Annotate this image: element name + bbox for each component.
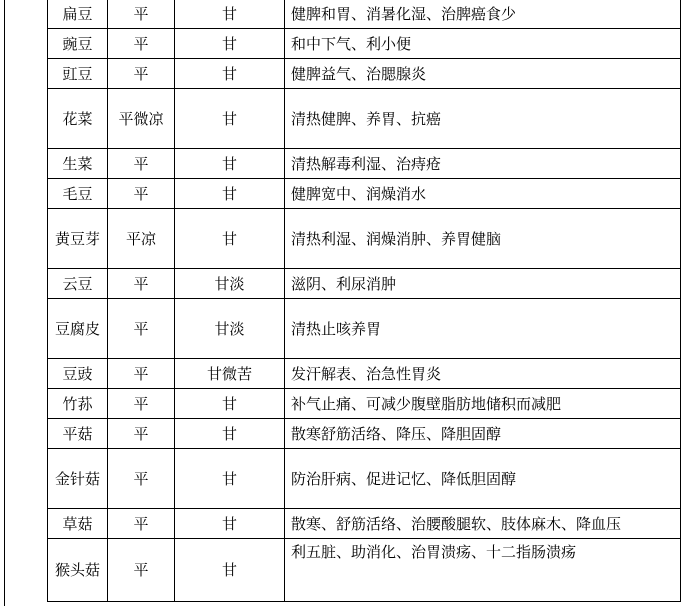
effect-cell: 补气止痛、可减少腹壁脂肪地储积而减肥	[285, 389, 681, 419]
food-name-cell: 平菇	[48, 419, 108, 449]
table-row	[48, 359, 681, 389]
nature-cell: 平	[108, 59, 175, 89]
taste-cell: 甘	[175, 539, 285, 602]
effect-cell: 健脾宽中、润燥消水	[285, 179, 681, 209]
food-name-cell: 豆豉	[48, 359, 108, 389]
nature-cell: 平	[108, 449, 175, 509]
effect-cell: 清热止咳养胃	[285, 299, 681, 359]
food-properties-table	[47, 0, 681, 602]
effect-cell: 清热健脾、养胃、抗癌	[285, 89, 681, 149]
outer-table-border	[4, 0, 5, 606]
nature-cell: 平	[108, 419, 175, 449]
table-row	[48, 29, 681, 59]
food-name-cell: 豆腐皮	[48, 299, 108, 359]
food-name-cell: 草菇	[48, 509, 108, 539]
effect-cell: 清热利湿、润燥消肿、养胃健脑	[285, 209, 681, 269]
food-name-cell: 豇豆	[48, 59, 108, 89]
table-row	[48, 419, 681, 449]
nature-cell: 平	[108, 509, 175, 539]
table-row	[48, 0, 681, 29]
nature-cell: 平	[108, 0, 175, 29]
effect-cell: 健脾益气、治腮腺炎	[285, 59, 681, 89]
effect-cell: 和中下气、利小便	[285, 29, 681, 59]
taste-cell: 甘	[175, 389, 285, 419]
food-name-cell: 扁豆	[48, 0, 108, 29]
nature-cell: 平	[108, 149, 175, 179]
taste-cell: 甘	[175, 149, 285, 179]
food-name-cell: 豌豆	[48, 29, 108, 59]
taste-cell: 甘	[175, 59, 285, 89]
effect-cell: 清热解毒利湿、治痔疮	[285, 149, 681, 179]
effect-cell: 利五脏、助消化、治胃溃疡、十二指肠溃疡	[285, 539, 681, 602]
taste-cell: 甘	[175, 89, 285, 149]
food-name-cell: 竹荪	[48, 389, 108, 419]
nature-cell: 平	[108, 389, 175, 419]
table-row	[48, 89, 681, 149]
nature-cell: 平	[108, 29, 175, 59]
taste-cell: 甘	[175, 419, 285, 449]
table-row	[48, 299, 681, 359]
taste-cell: 甘微苦	[175, 359, 285, 389]
taste-cell: 甘	[175, 179, 285, 209]
food-name-cell: 猴头菇	[48, 539, 108, 602]
food-name-cell: 金针菇	[48, 449, 108, 509]
nature-cell: 平	[108, 269, 175, 299]
nature-cell: 平	[108, 179, 175, 209]
table-row	[48, 389, 681, 419]
taste-cell: 甘	[175, 209, 285, 269]
food-name-cell: 生菜	[48, 149, 108, 179]
nature-cell: 平	[108, 539, 175, 602]
table-row	[48, 449, 681, 509]
nature-cell: 平	[108, 299, 175, 359]
taste-cell: 甘	[175, 449, 285, 509]
food-name-cell: 黄豆芽	[48, 209, 108, 269]
effect-cell: 健脾和胃、消暑化湿、治脾癌食少	[285, 0, 681, 29]
table-row	[48, 269, 681, 299]
table-row	[48, 539, 681, 602]
food-name-cell: 毛豆	[48, 179, 108, 209]
nature-cell: 平凉	[108, 209, 175, 269]
taste-cell: 甘	[175, 29, 285, 59]
nature-cell: 平	[108, 359, 175, 389]
effect-cell: 滋阴、利尿消肿	[285, 269, 681, 299]
table-row	[48, 149, 681, 179]
food-name-cell: 花菜	[48, 89, 108, 149]
table-row	[48, 179, 681, 209]
taste-cell: 甘淡	[175, 299, 285, 359]
taste-cell: 甘淡	[175, 269, 285, 299]
food-name-cell: 云豆	[48, 269, 108, 299]
effect-cell: 防治肝病、促进记忆、降低胆固醇	[285, 449, 681, 509]
table-row	[48, 509, 681, 539]
effect-cell: 散寒舒筋活络、降压、降胆固醇	[285, 419, 681, 449]
nature-cell: 平微凉	[108, 89, 175, 149]
effect-cell: 散寒、舒筋活络、治腰酸腿软、肢体麻木、降血压	[285, 509, 681, 539]
effect-cell: 发汗解表、治急性胃炎	[285, 359, 681, 389]
table-row	[48, 209, 681, 269]
taste-cell: 甘	[175, 0, 285, 29]
table-row	[48, 59, 681, 89]
taste-cell: 甘	[175, 509, 285, 539]
